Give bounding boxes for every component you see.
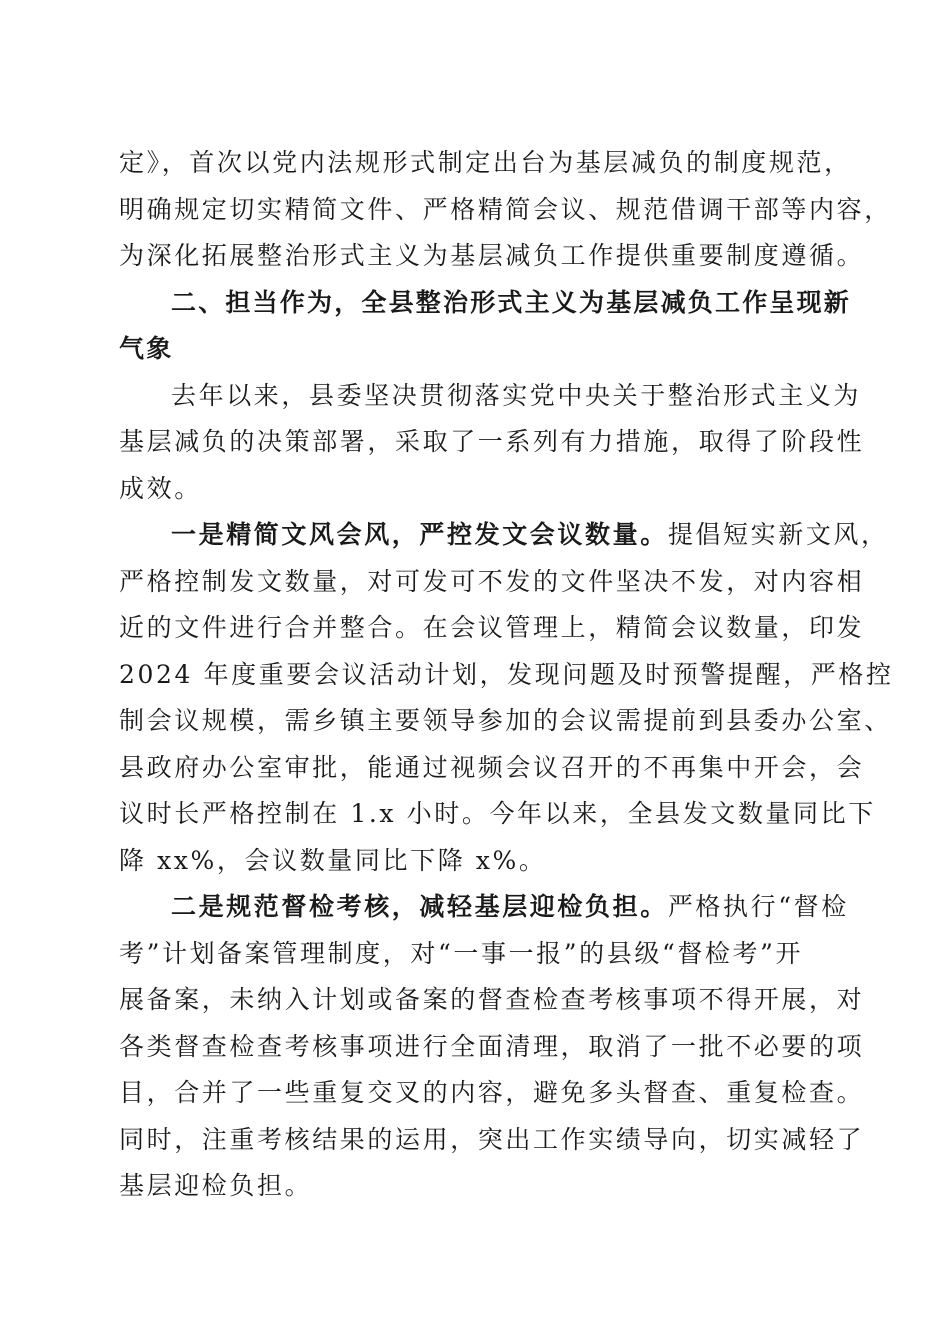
paragraph-measure-two xyxy=(119,884,865,1210)
text-line: 基层迎检负担。 xyxy=(119,1171,313,1200)
text-run: 提倡短实新文风， xyxy=(667,520,889,549)
text-line: 县政府办公室审批，能通过视频会议召开的不再集中开会，会 xyxy=(119,752,865,782)
heading-line: 气象 xyxy=(119,334,174,363)
text-line: 定》，首次以党内法规形式制定出台为基层减负的制度规范， xyxy=(119,148,852,177)
text-line: 去年以来，县委坚决贯彻落实党中央关于整治形式主义为 xyxy=(171,380,862,410)
paragraph-lead: 二是规范督检考核，减轻基层迎检负担。 xyxy=(171,892,668,921)
text-line: 展备案，未纳入计划或备案的督查检查考核事项不得开展，对 xyxy=(119,985,865,1014)
paragraph-intro xyxy=(119,373,865,513)
text-line xyxy=(119,512,889,559)
text-line: 2024 年度重要会议活动计划，发现问题及时预警提醒，严格控 xyxy=(119,659,894,689)
text-line: 成效。 xyxy=(119,473,202,503)
paragraph-lead: 一是精简文风会风，严控发文会议数量。 xyxy=(171,520,668,549)
section-heading xyxy=(119,280,852,373)
text-line: 议时长严格控制在 1.x 小时。今年以来，全县发文数量同比下 xyxy=(119,799,876,828)
text-line: 基层减负的决策部署，采取了一系列有力措施，取得了阶段性 xyxy=(119,427,865,456)
text-line: 目，合并了一些重复交叉的内容，避免多头督查、重复检查。 xyxy=(119,1078,865,1107)
text-line: 各类督查检查考核事项进行全面清理，取消了一批不必要的项 xyxy=(119,1031,865,1061)
text-line xyxy=(119,884,849,931)
document-body xyxy=(119,140,894,1210)
paragraph-continuation xyxy=(119,140,892,280)
text-line: 同时，注重考核结果的运用，突出工作实绩导向，切实减轻了 xyxy=(119,1124,865,1154)
text-line: 明确规定切实精简文件、严格精简会议、规范借调干部等内容， xyxy=(119,194,892,224)
text-line: 降 xx%，会议数量同比下降 x%。 xyxy=(119,845,547,875)
text-line: 严格控制发文数量，对可发可不发的文件坚决不发，对内容相 xyxy=(119,566,865,596)
text-line: 近的文件进行合并整合。在会议管理上，精简会议数量，印发 xyxy=(119,613,865,642)
paragraph-measure-one xyxy=(119,512,894,884)
text-line: 为深化拓展整治形式主义为基层减负工作提供重要制度遵循。 xyxy=(119,241,865,270)
heading-line: 二、担当作为，全县整治形式主义为基层减负工作呈现新 xyxy=(171,287,852,317)
text-line: 制会议规模，需乡镇主要领导参加的会议需提前到县委办公室、 xyxy=(119,706,892,735)
text-run: 严格执行“督检 xyxy=(667,892,849,921)
text-line: 考”计划备案管理制度，对“一事一报”的县级“督检考”开 xyxy=(119,938,804,968)
